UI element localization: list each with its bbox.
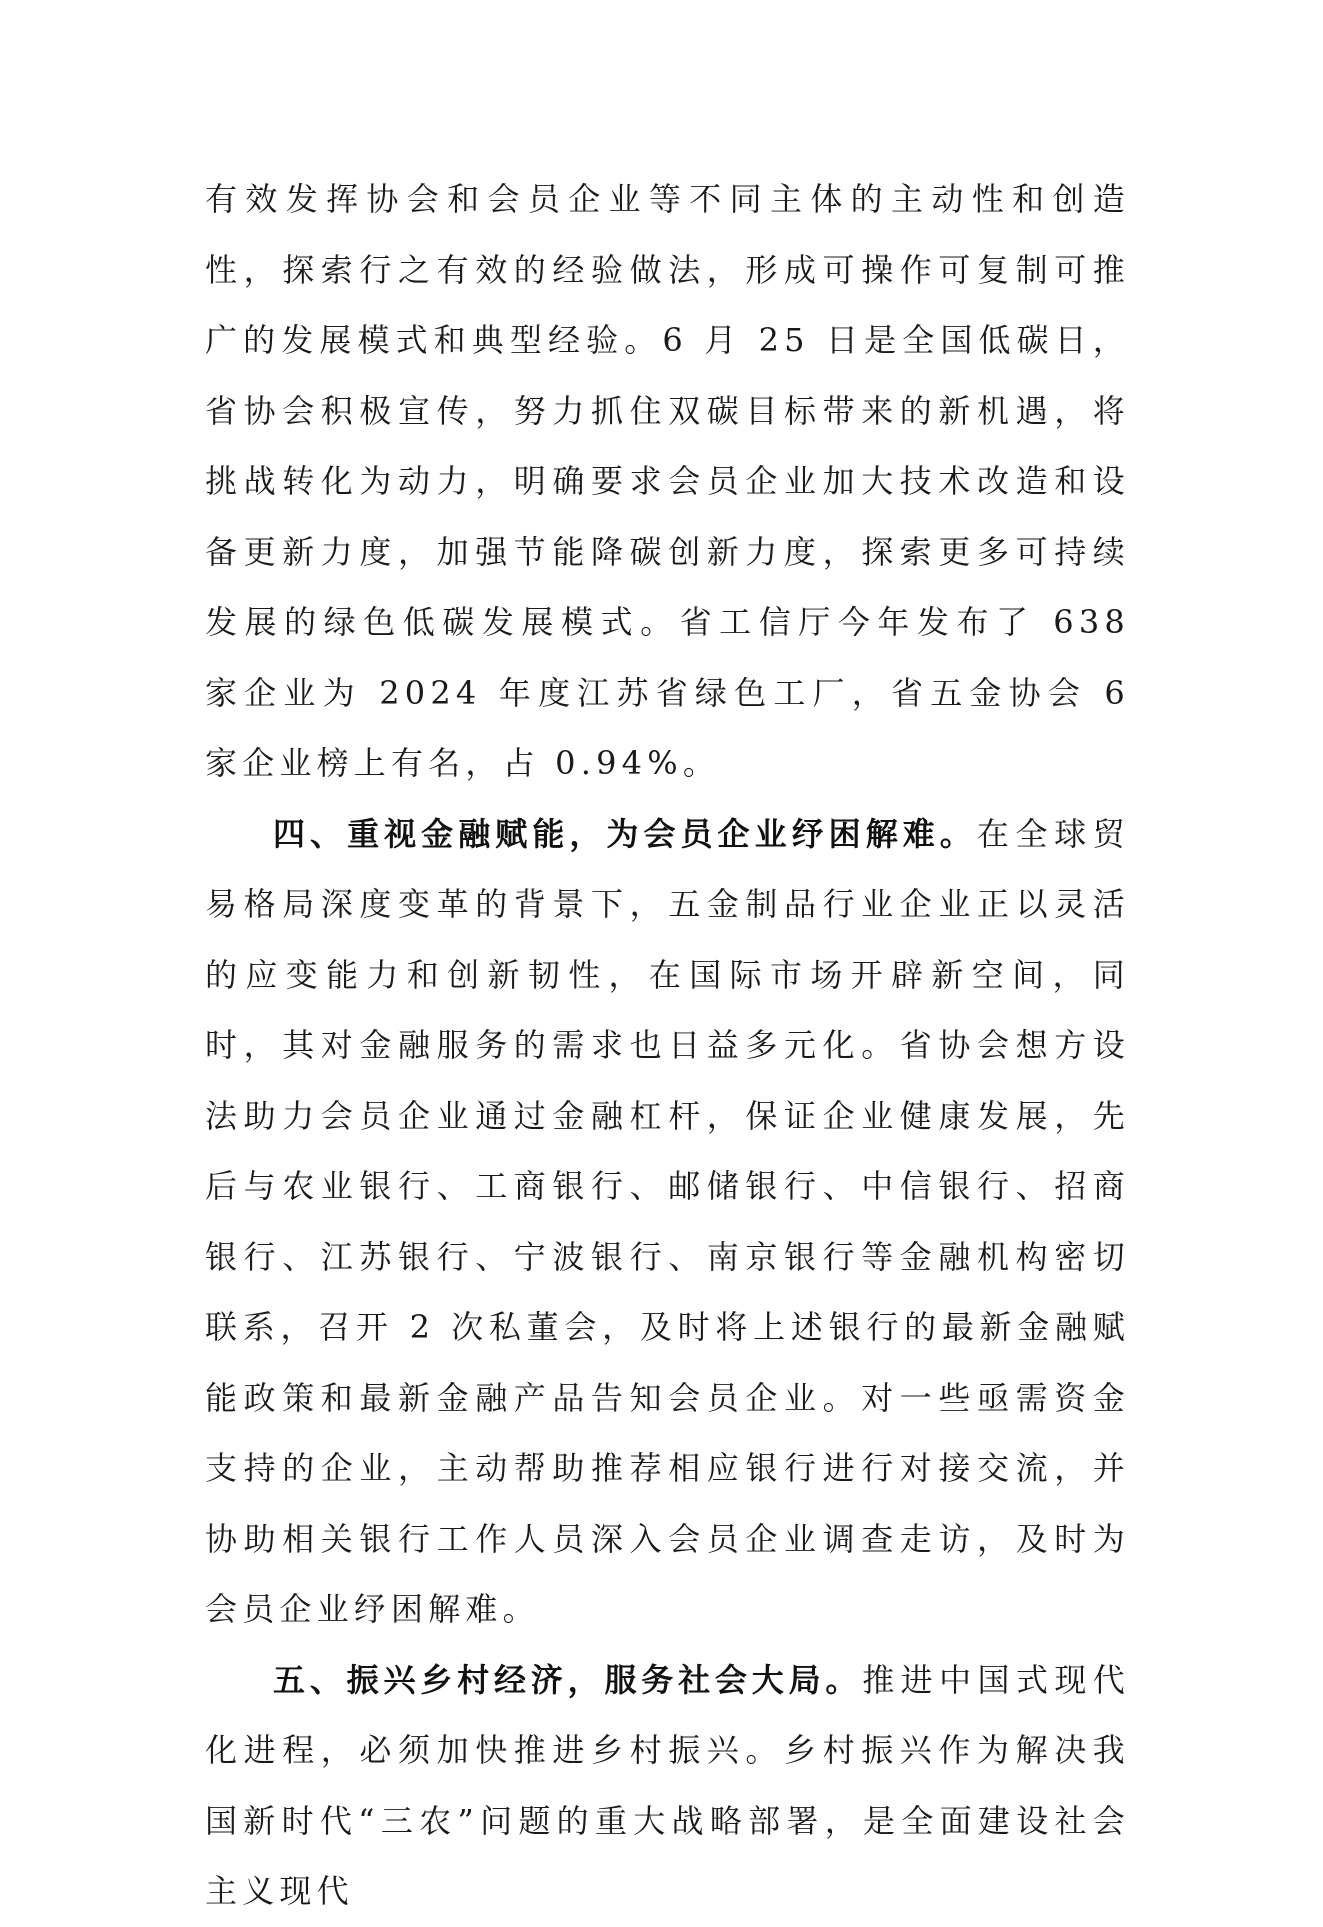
- document-body: [205, 164, 1130, 1927]
- paragraph-body: 有效发挥协会和会员企业等不同主体的主动性和创造性，探索行之有效的经验做法，形成可操作可复制可推广的发展模式和典型经验。6 月 25 日是全国低碳日，省协会积极宣传，努力抓住双碳目标带来的新机遇，将挑战转化为动力，明确要求会员企业加大技术改造和设备更新力度，加强节能降碳创新力度，探索更多可持续发展的绿色低碳发展模式。省工信厅今年发布了 638 家企业为 2024 年度江苏省绿色工厂，省五金协会 6 家企业榜上有名，占 0.94%。: [205, 180, 1130, 782]
- paragraph-body: 在全球贸易格局深度变革的背景下，五金制品行业企业正以灵活的应变能力和创新韧性，在国际市场开辟新空间，同时，其对金融服务的需求也日益多元化。省协会想方设法助力会员企业通过金融杠杆，保证企业健康发展，先后与农业银行、工商银行、邮储银行、中信银行、招商银行、江苏银行、宁波银行、南京银行等金融机构密切联系，召开 2 次私董会，及时将上述银行的最新金融赋能政策和最新金融产品告知会员企业。对一些亟需资金支持的企业，主动帮助推荐相应银行进行对接交流，并协助相关银行工作人员深入会员企业调查走访，及时为会员企业纾困解难。: [205, 814, 1130, 1628]
- paragraph-green-development: [205, 164, 1130, 799]
- paragraph-rural-revitalization: [205, 1645, 1130, 1927]
- section-heading-finance: 四、重视金融赋能，为会员企业纾困解难。: [273, 814, 977, 853]
- paragraph-body: 推进中国式现代化进程，必须加快推进乡村振兴。乡村振兴作为解决我国新时代“三农”问题的重大战略部署，是全面建设社会主义现代: [205, 1660, 1130, 1910]
- paragraph-finance-empowerment: [205, 799, 1130, 1645]
- section-heading-rural: 五、振兴乡村经济，服务社会大局。: [273, 1660, 863, 1699]
